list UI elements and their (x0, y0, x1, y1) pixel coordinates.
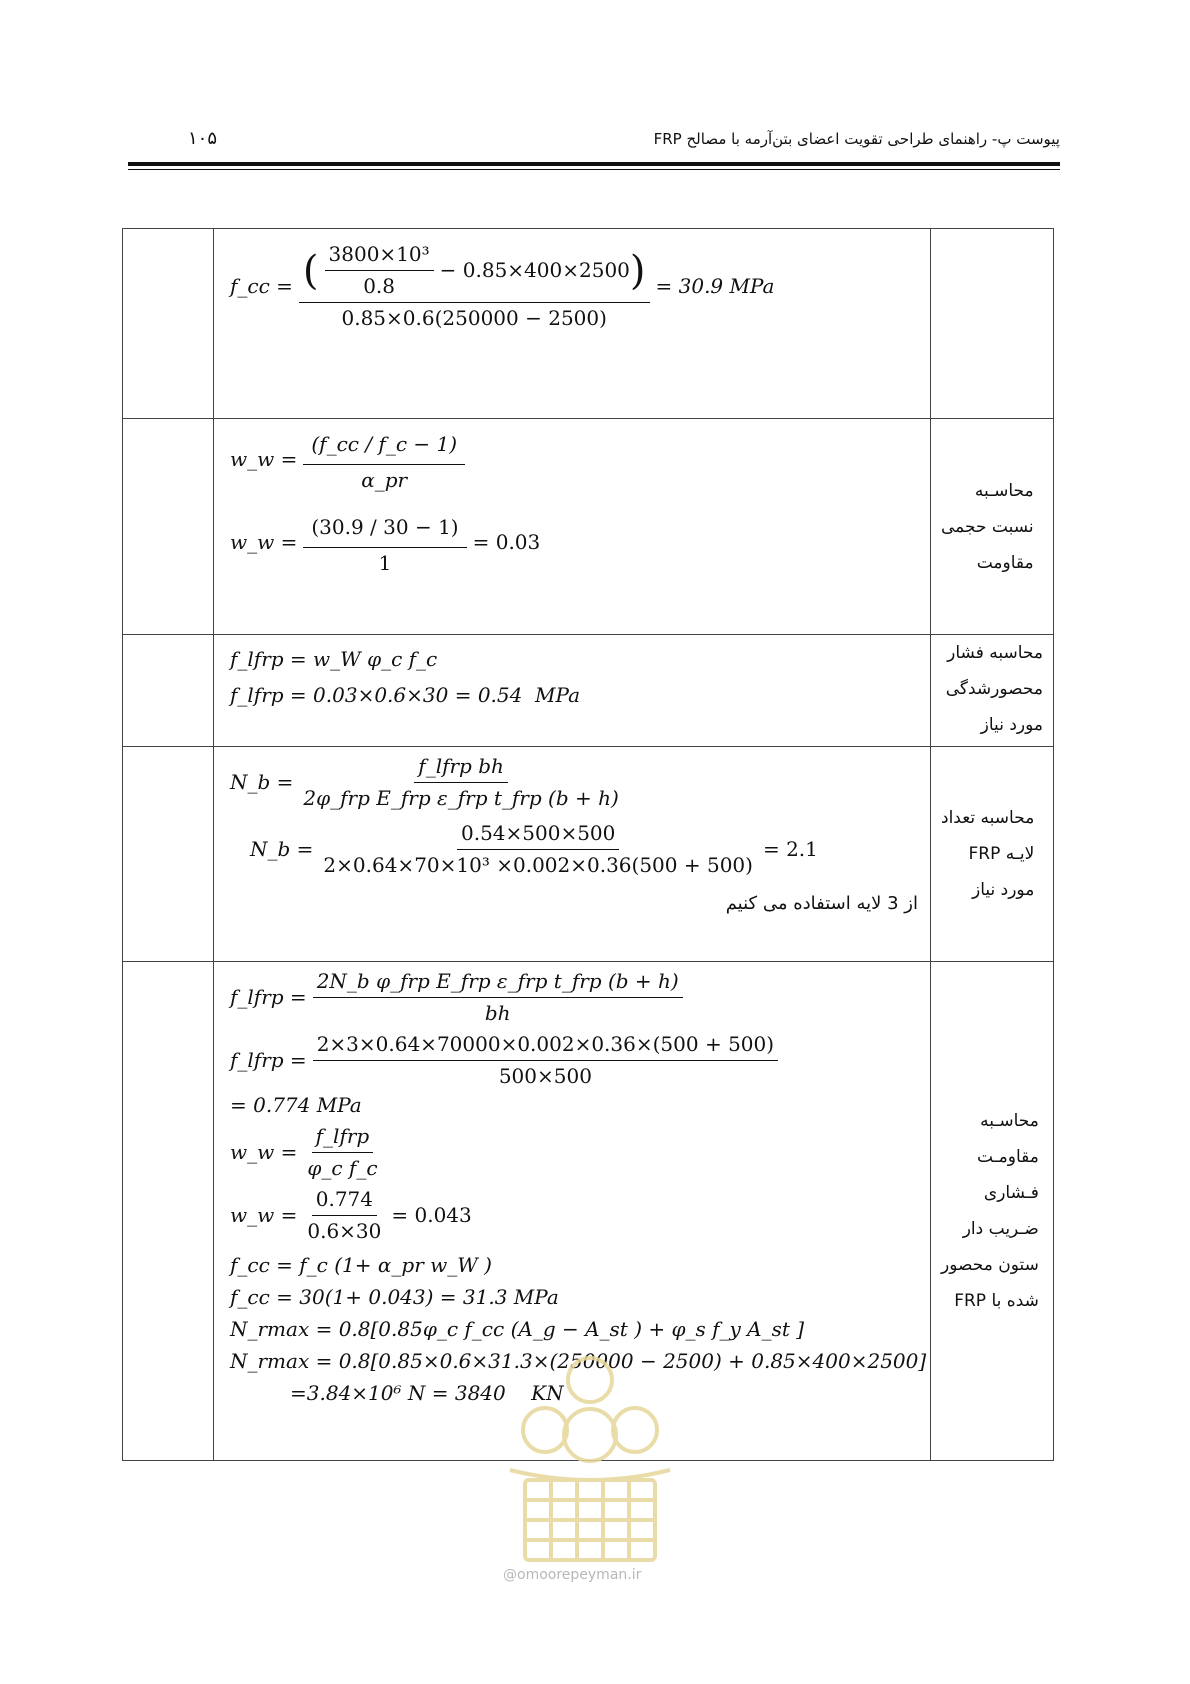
equation-cell (214, 635, 931, 747)
empty-cell (123, 635, 214, 747)
ww-formula: w_w = $\frac{(f\_cc / f\_c - 1)}{\alpha\_pr}$ (230, 425, 930, 494)
fcc-confined-result: f_cc = 30(1+ 0.043) = 31.3 MPa (230, 1285, 559, 1309)
label-cell: محاسبه تعداد لایـه FRP مورد نیاز (931, 747, 1054, 962)
empty-cell (123, 747, 214, 962)
nrmax-result: =3.84×10⁶ N = 3840 KN (290, 1381, 564, 1405)
label-cell: محاسـبه مقاومـت فـشاری ضـریب دار ستون محصور شده با FRP (931, 962, 1054, 1461)
ww-substituted: w_w = $\frac{(30.9 / 30 - 1)}{1}$ = 0.03 (230, 508, 930, 577)
empty-cell (123, 419, 214, 635)
table-row (123, 419, 1054, 635)
table-row (123, 747, 1054, 962)
table-row (123, 229, 1054, 419)
nrmax-substituted: N_rmax = 0.8[0.85×0.6×31.3×(250000 − 2500) + 0.85×400×2500] (230, 1349, 927, 1373)
nb-formula: N_b = $\frac{\text{f\_lfrp bh}}{\text{2φ\_frp E\_frp ε\_frp t\_frp (b + h)}}$ (230, 754, 619, 810)
nrmax-formula: N_rmax = 0.8[0.85φ_c f_cc (A_g − A_st ) + φ_s f_y A_st ] (230, 1317, 805, 1341)
flfrp-substituted: f_lfrp = 0.03×0.6×30 = 0.54 MPa (230, 683, 581, 707)
equation-cell (214, 229, 931, 419)
flfrp-design-substituted: f_lfrp = $\frac{2\times 3\times 0.64\times 70000\times 0.002\times 0.36\times(500 + 500)}{500\times 500}$ (230, 1031, 930, 1090)
ww-design-substituted: w_w = $\frac{0.774}{0.6\times 30}$ = 0.043 (230, 1187, 472, 1243)
empty-cell (123, 962, 214, 1461)
header-rule-thin (128, 169, 1060, 170)
table-row (123, 635, 1054, 747)
header-rule-thick (128, 162, 1060, 166)
label-cell: محاسـبه نسبت حجمی مقاومت (931, 419, 1054, 635)
layer-note: از 3 لایه استفاده می کنیم (725, 893, 918, 914)
flfrp-formula: f_lfrp = w_W φ_c f_c (230, 647, 438, 671)
ww-design-formula: w_w = $\frac{\text{f\_lfrp}}{\text{φ\_c f\_c}}$ (230, 1124, 378, 1180)
fcc-confined-formula: f_cc = f_c (1+ α_pr w_W ) (230, 1253, 492, 1277)
page-header (128, 128, 1060, 174)
watermark-text: @omoorepeyman.ir (503, 1567, 642, 1583)
running-title: پیوست پ- راهنمای طراحی تقویت اعضای بتن‌آرمه با مصالح FRP (653, 130, 1060, 148)
equation-cell (214, 419, 931, 635)
label-cell (931, 229, 1054, 419)
nb-substituted: N_b = $\frac{0.54\times 500\times 500}{\text{2×0.64×70×10³ ×0.002×0.36(500 + 500)}}$ = 2.1 (250, 821, 818, 877)
page-number: ۱۰۵ (188, 128, 218, 149)
equation-cell (214, 747, 931, 962)
flfrp-design-formula: f_lfrp = $\frac{\text{2N\_b φ\_frp E\_frp ε\_frp t\_frp (b + h)}}{bh}$ (230, 968, 930, 1027)
label-cell: محاسبه فشار محصورشدگی مورد نیاز (931, 635, 1054, 747)
calculation-table (122, 228, 1054, 1461)
fcc-equation: f_cc = ( $\frac{\text{3800×10³}}{0.8}$ − 0.85×400×2500 ) 0.85×0.6(250000 − 2500) = 30.9 MPa (230, 242, 775, 330)
empty-cell (123, 229, 214, 419)
flfrp-design-result: = 0.774 MPa (230, 1093, 362, 1117)
watermark-logo (490, 1340, 690, 1590)
